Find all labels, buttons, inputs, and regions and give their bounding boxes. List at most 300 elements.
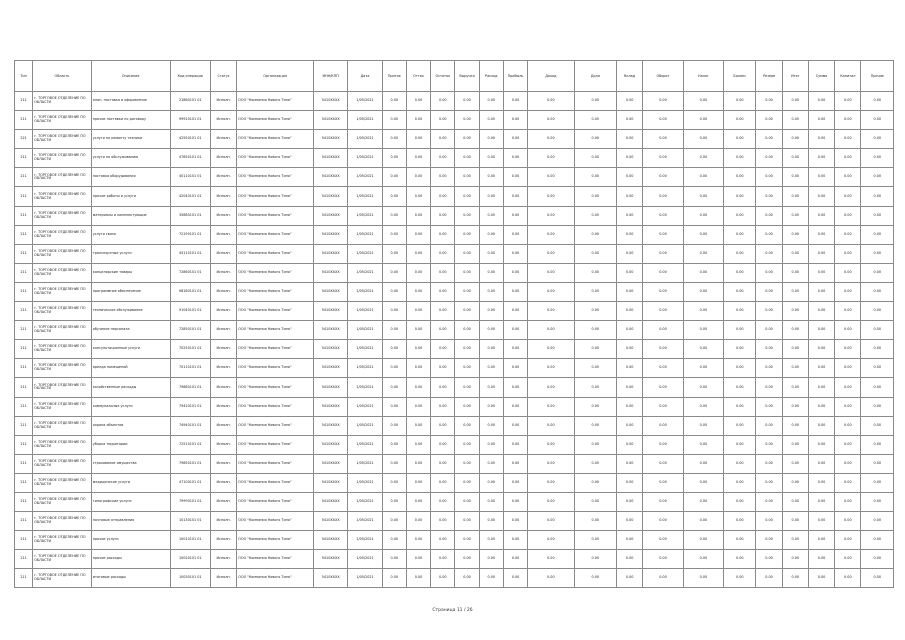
table-cell: 0.00 <box>683 282 723 301</box>
table-cell: Исполн. <box>210 168 236 187</box>
table-cell: 0.00 <box>782 435 808 454</box>
table-cell: 0.00 <box>756 454 782 473</box>
table-cell: страхование имущества <box>91 454 170 473</box>
table-cell: 0.00 <box>431 473 455 492</box>
table-cell: 0.00 <box>574 550 616 569</box>
table-cell: 0.00 <box>528 454 574 473</box>
table-cell: 0.00 <box>574 130 616 149</box>
table-cell: 0.00 <box>528 321 574 340</box>
table-cell: 0.00 <box>835 302 861 321</box>
table-cell: 0.00 <box>431 340 455 359</box>
table-cell: 0.00 <box>835 225 861 244</box>
table-cell: 0.00 <box>406 454 430 473</box>
table-cell: 211 <box>15 550 33 569</box>
table-cell: 0.00 <box>479 378 503 397</box>
table-cell: 0.00 <box>683 92 723 111</box>
table-header-row <box>15 61 894 92</box>
table-cell: 0.00 <box>756 168 782 187</box>
table-cell: 0.00 <box>382 206 406 225</box>
table-cell: 0.00 <box>574 454 616 473</box>
table-cell: 72510101 01 <box>170 435 210 454</box>
table-row <box>15 473 894 492</box>
table-cell: 211 <box>15 302 33 321</box>
table-row <box>15 111 894 130</box>
table-cell: 72190101 01 <box>170 225 210 244</box>
table-cell: 0.00 <box>503 359 527 378</box>
table-cell: 0.00 <box>861 168 894 187</box>
table-row <box>15 225 894 244</box>
table-cell: 1/05/2021 <box>348 512 382 531</box>
table-cell: 0.00 <box>479 492 503 511</box>
table-cell: 45110101 01 <box>170 244 210 263</box>
table-cell: 0.00 <box>528 302 574 321</box>
column-header: Расход <box>479 61 503 92</box>
table-cell: 0.00 <box>643 130 683 149</box>
table-cell: 0.00 <box>782 340 808 359</box>
table-cell: 0.00 <box>643 92 683 111</box>
table-row <box>15 206 894 225</box>
table-cell: охрана объектов <box>91 416 170 435</box>
table-cell: Исполн. <box>210 435 236 454</box>
table-cell: прочие поставки по договору <box>91 111 170 130</box>
table-cell: 0.00 <box>382 473 406 492</box>
table-cell: 0.00 <box>808 454 834 473</box>
table-cell: 0.00 <box>406 111 430 130</box>
table-cell: Исполн. <box>210 302 236 321</box>
table-cell: 0.00 <box>643 473 683 492</box>
table-cell: 0.00 <box>503 340 527 359</box>
table-cell: 1/05/2021 <box>348 340 382 359</box>
table-cell: 0.00 <box>479 550 503 569</box>
table-row <box>15 321 894 340</box>
table-cell: 0.00 <box>782 149 808 168</box>
table-cell: г. ТОРГОВОЕ ОТДЕЛЕНИЕ ПО ОБЛАСТИ <box>33 187 92 206</box>
table-cell: 0.00 <box>455 492 479 511</box>
table-cell: 211 <box>15 492 33 511</box>
table-cell: Исполн. <box>210 282 236 301</box>
table-cell: 0.00 <box>683 378 723 397</box>
table-cell: 0.00 <box>382 302 406 321</box>
table-cell: 0.00 <box>406 397 430 416</box>
column-header: Остаток <box>431 61 455 92</box>
table-cell: 0.00 <box>724 244 756 263</box>
table-cell: 0.00 <box>643 435 683 454</box>
table-cell: 0.00 <box>528 244 574 263</box>
table-cell: 0.00 <box>528 111 574 130</box>
table-cell: 0.00 <box>528 416 574 435</box>
table-cell: 0.00 <box>406 206 430 225</box>
table-cell: 40110101 01 <box>170 168 210 187</box>
table-cell: 0.00 <box>431 492 455 511</box>
table-row <box>15 302 894 321</box>
table-cell: 0.00 <box>503 263 527 282</box>
table-cell: 0.00 <box>861 416 894 435</box>
table-cell: 42550101 01 <box>170 130 210 149</box>
table-cell: 0.00 <box>683 302 723 321</box>
table-cell: 70250101 01 <box>170 340 210 359</box>
table-cell: 0.00 <box>861 435 894 454</box>
table-cell: 0.00 <box>431 397 455 416</box>
table-cell: 0.00 <box>574 168 616 187</box>
table-cell: 0.00 <box>382 359 406 378</box>
table-cell: 0.00 <box>382 187 406 206</box>
table-cell: Исполн. <box>210 340 236 359</box>
table-cell: г. ТОРГОВОЕ ОТДЕЛЕНИЕ ПО ОБЛАСТИ <box>33 512 92 531</box>
table-cell: 0.00 <box>479 206 503 225</box>
table-cell: коммунальные услуги <box>91 397 170 416</box>
table-cell: 0.00 <box>431 206 455 225</box>
table-cell: 0.00 <box>528 168 574 187</box>
table-cell: ООО "Компания Нового Типа" <box>237 225 314 244</box>
table-cell: 5410XXXX <box>314 187 348 206</box>
table-cell: 0.00 <box>724 416 756 435</box>
table-cell: 0.00 <box>479 531 503 550</box>
table-cell: 0.00 <box>756 340 782 359</box>
table-cell: 0.00 <box>861 263 894 282</box>
table-cell: 0.00 <box>835 111 861 130</box>
table-cell: 0.00 <box>724 282 756 301</box>
column-header: Доход <box>528 61 574 92</box>
table-cell: Исполн. <box>210 550 236 569</box>
table-cell: 0.00 <box>835 321 861 340</box>
column-header: Капитал <box>835 61 861 92</box>
table-cell: 0.00 <box>835 282 861 301</box>
table-cell: 0.00 <box>835 206 861 225</box>
table-cell: 0.00 <box>835 512 861 531</box>
table-cell: 0.00 <box>503 206 527 225</box>
table-cell: 0.00 <box>528 282 574 301</box>
table-cell: 0.00 <box>406 263 430 282</box>
table-cell: 74940101 01 <box>170 416 210 435</box>
table-cell: 0.00 <box>756 263 782 282</box>
table-cell: 0.00 <box>808 569 834 588</box>
table-cell: уборка территории <box>91 435 170 454</box>
table-cell: 0.00 <box>528 473 574 492</box>
table-cell: г. ТОРГОВОЕ ОТДЕЛЕНИЕ ПО ОБЛАСТИ <box>33 531 92 550</box>
table-cell: 0.00 <box>835 359 861 378</box>
table-cell: 0.00 <box>503 302 527 321</box>
table-cell: ООО "Компания Нового Типа" <box>237 435 314 454</box>
table-cell: 0.00 <box>528 569 574 588</box>
column-header: Выручка <box>455 61 479 92</box>
table-cell: 0.00 <box>574 225 616 244</box>
table-cell: Исполн. <box>210 359 236 378</box>
table-cell: 0.00 <box>455 225 479 244</box>
table-cell: 0.00 <box>528 149 574 168</box>
table-cell: 0.00 <box>808 282 834 301</box>
table-cell: 5410XXXX <box>314 263 348 282</box>
table-cell: 1/05/2021 <box>348 397 382 416</box>
table-cell: 0.00 <box>643 531 683 550</box>
table-cell: 0.00 <box>617 225 643 244</box>
table-cell: 0.00 <box>617 359 643 378</box>
table-cell: 0.00 <box>431 244 455 263</box>
table-cell: 0.00 <box>617 454 643 473</box>
table-cell: 0.00 <box>406 321 430 340</box>
table-cell: 0.00 <box>406 130 430 149</box>
table-row <box>15 244 894 263</box>
table-cell: 5410XXXX <box>314 359 348 378</box>
column-header: Вклад <box>617 61 643 92</box>
table-cell: 0.00 <box>617 187 643 206</box>
table-cell: Исполн. <box>210 416 236 435</box>
table-cell: Исполн. <box>210 244 236 263</box>
table-cell: Исполн. <box>210 531 236 550</box>
table-cell: 0.00 <box>782 378 808 397</box>
table-row <box>15 550 894 569</box>
table-cell: ООО "Компания Нового Типа" <box>237 454 314 473</box>
table-cell: 0.00 <box>835 244 861 263</box>
table-cell: 0.00 <box>756 130 782 149</box>
table-cell: 0.00 <box>643 359 683 378</box>
table-cell: 0.00 <box>431 263 455 282</box>
table-cell: 0.00 <box>503 569 527 588</box>
table-cell: г. ТОРГОВОЕ ОТДЕЛЕНИЕ ПО ОБЛАСТИ <box>33 302 92 321</box>
table-cell: 0.00 <box>479 130 503 149</box>
column-header: Оборот <box>643 61 683 92</box>
table-cell: 1/05/2021 <box>348 244 382 263</box>
table-cell: 211 <box>15 149 33 168</box>
table-cell: 0.00 <box>835 550 861 569</box>
table-cell: 0.00 <box>643 321 683 340</box>
table-cell: услуги по обслуживанию <box>91 149 170 168</box>
column-header: Отток <box>406 61 430 92</box>
table-cell: 0.00 <box>479 282 503 301</box>
table-cell: 5410XXXX <box>314 302 348 321</box>
table-cell: г. ТОРГОВОЕ ОТДЕЛЕНИЕ ПО ОБЛАСТИ <box>33 378 92 397</box>
table-cell: г. ТОРГОВОЕ ОТДЕЛЕНИЕ ПО ОБЛАСТИ <box>33 416 92 435</box>
table-cell: 0.00 <box>782 244 808 263</box>
table-cell: 0.00 <box>808 397 834 416</box>
table-cell: 0.00 <box>406 569 430 588</box>
table-cell: 0.00 <box>782 130 808 149</box>
table-cell: 0.00 <box>756 397 782 416</box>
table-cell: 5410XXXX <box>314 492 348 511</box>
table-cell: 1/05/2021 <box>348 550 382 569</box>
table-cell: 0.00 <box>574 416 616 435</box>
table-cell: 0.00 <box>782 225 808 244</box>
table-cell: ООО "Компания Нового Типа" <box>237 92 314 111</box>
table-cell: 0.00 <box>455 416 479 435</box>
table-cell: 0.00 <box>861 282 894 301</box>
table-cell: 0.00 <box>382 149 406 168</box>
table-cell: 0.00 <box>617 149 643 168</box>
table-cell: 0.00 <box>861 321 894 340</box>
table-cell: 0.00 <box>835 435 861 454</box>
table-cell: 0.00 <box>835 340 861 359</box>
table-cell: 211 <box>15 321 33 340</box>
table-cell: 0.00 <box>528 378 574 397</box>
column-header: Приток <box>382 61 406 92</box>
table-cell: 0.00 <box>808 302 834 321</box>
table-cell: 0.00 <box>782 321 808 340</box>
table-cell: Исполн. <box>210 492 236 511</box>
table-cell: Исполн. <box>210 92 236 111</box>
table-cell: 10020101 01 <box>170 550 210 569</box>
table-cell: 211 <box>15 92 33 111</box>
table-cell: 211 <box>15 263 33 282</box>
table-cell: 1/05/2021 <box>348 225 382 244</box>
table-cell: ООО "Компания Нового Типа" <box>237 282 314 301</box>
table-cell: 0.00 <box>643 187 683 206</box>
table-cell: 0.00 <box>835 187 861 206</box>
table-cell: 0.00 <box>643 168 683 187</box>
table-cell: ООО "Компания Нового Типа" <box>237 473 314 492</box>
table-row <box>15 512 894 531</box>
table-cell: 5410XXXX <box>314 168 348 187</box>
table-cell: 0.00 <box>808 512 834 531</box>
table-cell: 0.00 <box>724 92 756 111</box>
table-cell: 0.00 <box>431 531 455 550</box>
table-cell: 0.00 <box>861 225 894 244</box>
table-cell: 0.00 <box>617 206 643 225</box>
table-cell: 0.00 <box>382 92 406 111</box>
table-cell: 0.00 <box>683 397 723 416</box>
table-cell: 0.00 <box>724 550 756 569</box>
table-cell: 0.00 <box>724 378 756 397</box>
table-cell: 0.00 <box>683 454 723 473</box>
table-cell: 0.00 <box>724 130 756 149</box>
table-cell: 0.00 <box>455 282 479 301</box>
table-row <box>15 340 894 359</box>
table-cell: 0.00 <box>503 187 527 206</box>
table-cell: 99910101 01 <box>170 111 210 130</box>
table-cell: 42040101 01 <box>170 187 210 206</box>
table-cell: 211 <box>15 206 33 225</box>
table-cell: 0.00 <box>683 359 723 378</box>
table-cell: ООО "Компания Нового Типа" <box>237 569 314 588</box>
table-cell: ООО "Компания Нового Типа" <box>237 492 314 511</box>
table-cell: 0.00 <box>528 492 574 511</box>
table-cell: ООО "Компания Нового Типа" <box>237 416 314 435</box>
table-cell: 0.00 <box>574 359 616 378</box>
table-cell: 0.00 <box>455 531 479 550</box>
column-header: ИНН/КПП <box>314 61 348 92</box>
table-cell: 0.00 <box>756 225 782 244</box>
table-cell: 0.00 <box>503 111 527 130</box>
table-cell: ООО "Компания Нового Типа" <box>237 512 314 531</box>
table-cell: 0.00 <box>574 435 616 454</box>
table-cell: 0.00 <box>861 359 894 378</box>
table-cell: 0.00 <box>835 130 861 149</box>
table-cell: 0.00 <box>406 302 430 321</box>
table-cell: 0.00 <box>643 263 683 282</box>
table-cell: 0.00 <box>455 244 479 263</box>
table-cell: 0.00 <box>808 263 834 282</box>
table-cell: 0.00 <box>756 435 782 454</box>
table-cell: 0.00 <box>683 263 723 282</box>
table-cell: 0.00 <box>724 512 756 531</box>
table-cell: 70110101 01 <box>170 359 210 378</box>
table-cell: 0.00 <box>782 569 808 588</box>
table-cell: 0.00 <box>574 569 616 588</box>
table-cell: 0.00 <box>617 378 643 397</box>
table-cell: консультационные услуги <box>91 340 170 359</box>
table-cell: Исполн. <box>210 206 236 225</box>
table-cell: 0.00 <box>528 263 574 282</box>
table-cell: 0.00 <box>479 111 503 130</box>
table-cell: 0.00 <box>528 359 574 378</box>
table-cell: 0.00 <box>479 473 503 492</box>
table-cell: 1/05/2021 <box>348 282 382 301</box>
table-cell: 0.00 <box>406 244 430 263</box>
table-cell: ООО "Компания Нового Типа" <box>237 187 314 206</box>
table-cell: 0.00 <box>503 92 527 111</box>
table-cell: 0.00 <box>406 473 430 492</box>
table-cell: 0.00 <box>528 531 574 550</box>
table-cell: 211 <box>15 531 33 550</box>
table-cell: г. ТОРГОВОЕ ОТДЕЛЕНИЕ ПО ОБЛАСТИ <box>33 454 92 473</box>
table-cell: 0.00 <box>756 149 782 168</box>
table-cell: 0.00 <box>455 168 479 187</box>
table-cell: 0.00 <box>382 397 406 416</box>
table-cell: 0.00 <box>382 512 406 531</box>
table-cell: 5410XXXX <box>314 321 348 340</box>
table-cell: 0.00 <box>574 492 616 511</box>
table-cell: 0.00 <box>503 435 527 454</box>
table-cell: 0.00 <box>528 225 574 244</box>
table-cell: 0.00 <box>455 321 479 340</box>
table-cell: поставка оборудования <box>91 168 170 187</box>
page-footer: Страница 11 / 26 <box>432 608 473 613</box>
table-cell: 0.00 <box>503 321 527 340</box>
table-cell: 0.00 <box>756 531 782 550</box>
table-cell: г. ТОРГОВОЕ ОТДЕЛЕНИЕ ПО ОБЛАСТИ <box>33 359 92 378</box>
table-cell: 0.00 <box>782 187 808 206</box>
table-cell: 0.00 <box>574 187 616 206</box>
table-cell: 0.00 <box>617 263 643 282</box>
table-cell: 0.00 <box>808 531 834 550</box>
table-cell: 0.00 <box>643 550 683 569</box>
table-cell: 0.00 <box>643 416 683 435</box>
table-cell: 211 <box>15 359 33 378</box>
table-cell: 72850101 01 <box>170 321 210 340</box>
table-cell: 0.00 <box>503 244 527 263</box>
table-cell: 5410XXXX <box>314 244 348 263</box>
table-cell: 0.00 <box>406 282 430 301</box>
table-cell: 0.00 <box>643 340 683 359</box>
table-cell: 0.00 <box>382 378 406 397</box>
table-cell: 0.00 <box>617 473 643 492</box>
table-cell: 0.00 <box>382 321 406 340</box>
table-cell: 10010101 01 <box>170 531 210 550</box>
column-header: Резерв <box>756 61 782 92</box>
table-cell: 0.00 <box>431 92 455 111</box>
table-cell: 0.00 <box>503 397 527 416</box>
table-cell: 0.00 <box>835 397 861 416</box>
table-cell: 0.00 <box>574 340 616 359</box>
table-cell: 0.00 <box>479 187 503 206</box>
table-cell: 0.00 <box>835 416 861 435</box>
table-cell: техническое обслуживание <box>91 302 170 321</box>
table-cell: 0.00 <box>479 435 503 454</box>
table-cell: 0.00 <box>479 225 503 244</box>
table-cell: 10130101 01 <box>170 512 210 531</box>
table-cell: 0.00 <box>479 92 503 111</box>
table-cell: г. ТОРГОВОЕ ОТДЕЛЕНИЕ ПО ОБЛАСТИ <box>33 263 92 282</box>
table-row <box>15 149 894 168</box>
table-cell: 0.00 <box>503 149 527 168</box>
table-cell: 5410XXXX <box>314 397 348 416</box>
table-cell: 211 <box>15 282 33 301</box>
table-cell: 0.00 <box>617 550 643 569</box>
table-cell: 0.00 <box>808 92 834 111</box>
table-cell: 0.00 <box>574 512 616 531</box>
table-cell: 0.00 <box>406 168 430 187</box>
table-cell: 0.00 <box>617 302 643 321</box>
table-cell: 0.00 <box>406 531 430 550</box>
table-cell: 1/05/2021 <box>348 263 382 282</box>
